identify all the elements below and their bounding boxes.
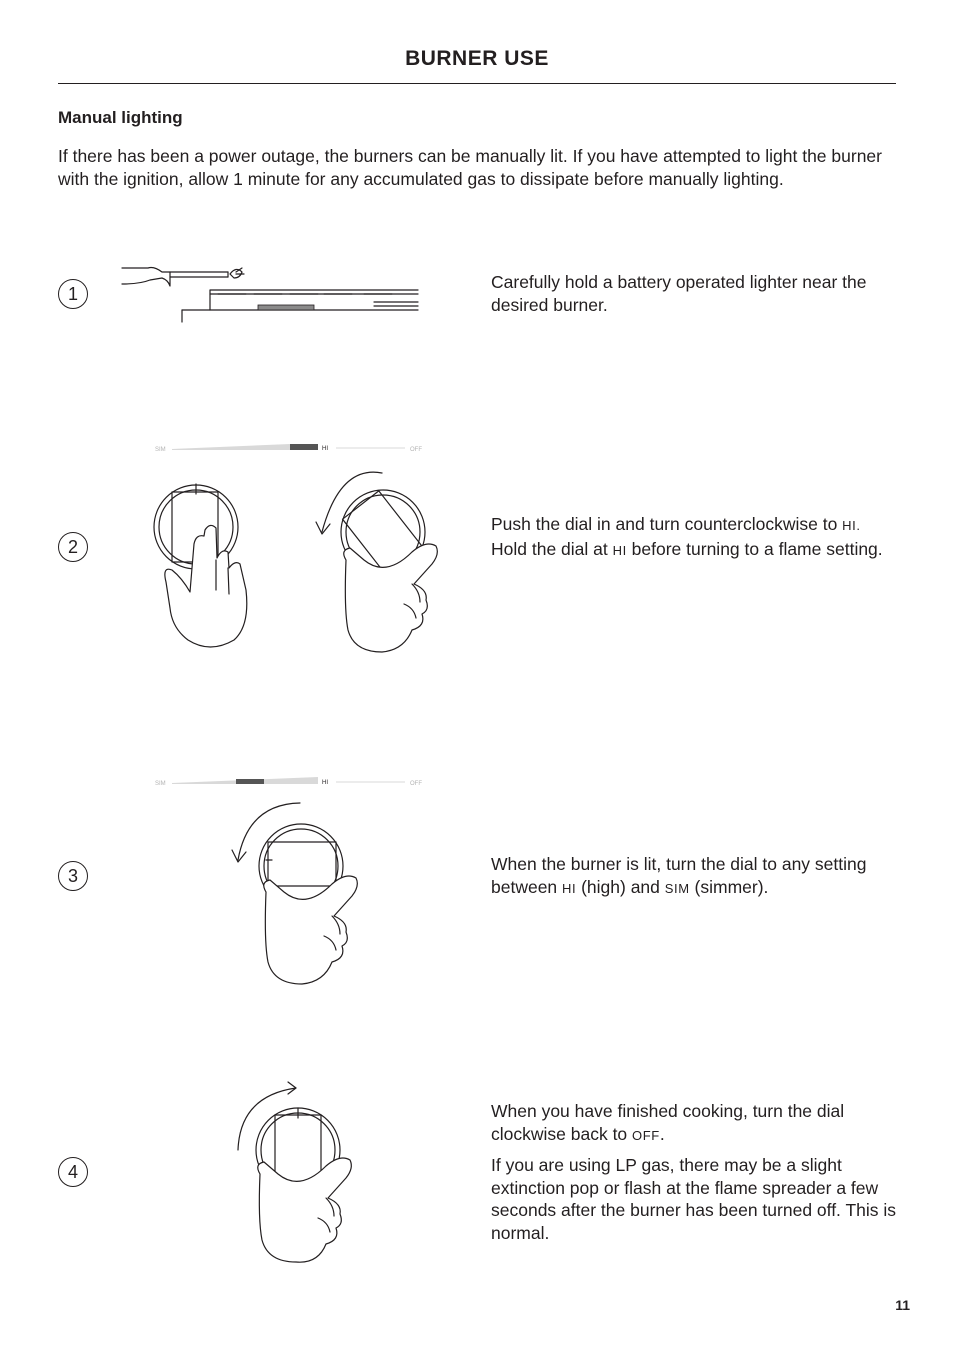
section-heading: Manual lighting [58, 108, 183, 127]
step-1-text: Carefully hold a battery operated lighter near the desired burner. [491, 272, 867, 315]
step-3-number: 3 [58, 861, 88, 891]
step-3-hi: HI [562, 880, 577, 896]
step-4-text [491, 1100, 901, 1251]
scale-off-label: OFF [410, 447, 422, 453]
step-2-text-b: Hold the dial at [491, 538, 613, 559]
step-4-number: 4 [58, 1157, 88, 1187]
lighter-burner-illustration [118, 258, 428, 328]
intro-paragraph: If there has been a power outage, the burners can be manually lit. If you have attempted to light the burner with the ignition, allow 1 minute for any accumulated gas to dissipate before manually lighting. [58, 146, 882, 189]
step-4-paragraph-2: If you are using LP gas, there may be a slight extinction pop or flash at the flame spreader a few seconds after the burner has been turned off. This is normal. [491, 1155, 897, 1243]
step-4-p1-a: When you have finished cooking, turn the dial clockwise back to [491, 1101, 845, 1144]
scale-sim-label: SIM [155, 781, 166, 787]
step-3-text-b: (high) and [576, 876, 665, 897]
step-2-text [491, 513, 901, 562]
step-1-number: 1 [58, 279, 88, 309]
step-4-off: OFF [632, 1127, 660, 1143]
step-3-text-a: When the burner is lit, turn the dial to any setting between [491, 854, 867, 897]
step-2-hi-1: HI. [842, 518, 861, 533]
step-3-text [491, 853, 901, 900]
turn-to-setting-illustration [150, 774, 440, 989]
page-number: 11 [895, 1297, 910, 1313]
title-rule [58, 83, 896, 84]
step-2-hi-2: HI [612, 542, 627, 558]
step-4-p1-b: . [659, 1123, 665, 1144]
scale-sim-label: SIM [155, 447, 166, 453]
step-2-number: 2 [58, 532, 88, 562]
step-3-sim: SIM [664, 880, 690, 896]
push-and-turn-illustration [150, 440, 440, 655]
page-title: BURNER USE [405, 47, 549, 70]
scale-off-label: OFF [410, 781, 422, 787]
step-2-text-c: before turning to a flame setting. [626, 538, 883, 559]
scale-hi-label: HI [322, 780, 328, 786]
step-2-text-a: Push the dial in and turn counterclockwise to [491, 514, 843, 534]
scale-hi-label: HI [322, 446, 328, 452]
step-4-paragraph-1 [491, 1100, 901, 1147]
turn-off-illustration [150, 1078, 440, 1268]
step-3-text-c: (simmer). [689, 876, 769, 897]
